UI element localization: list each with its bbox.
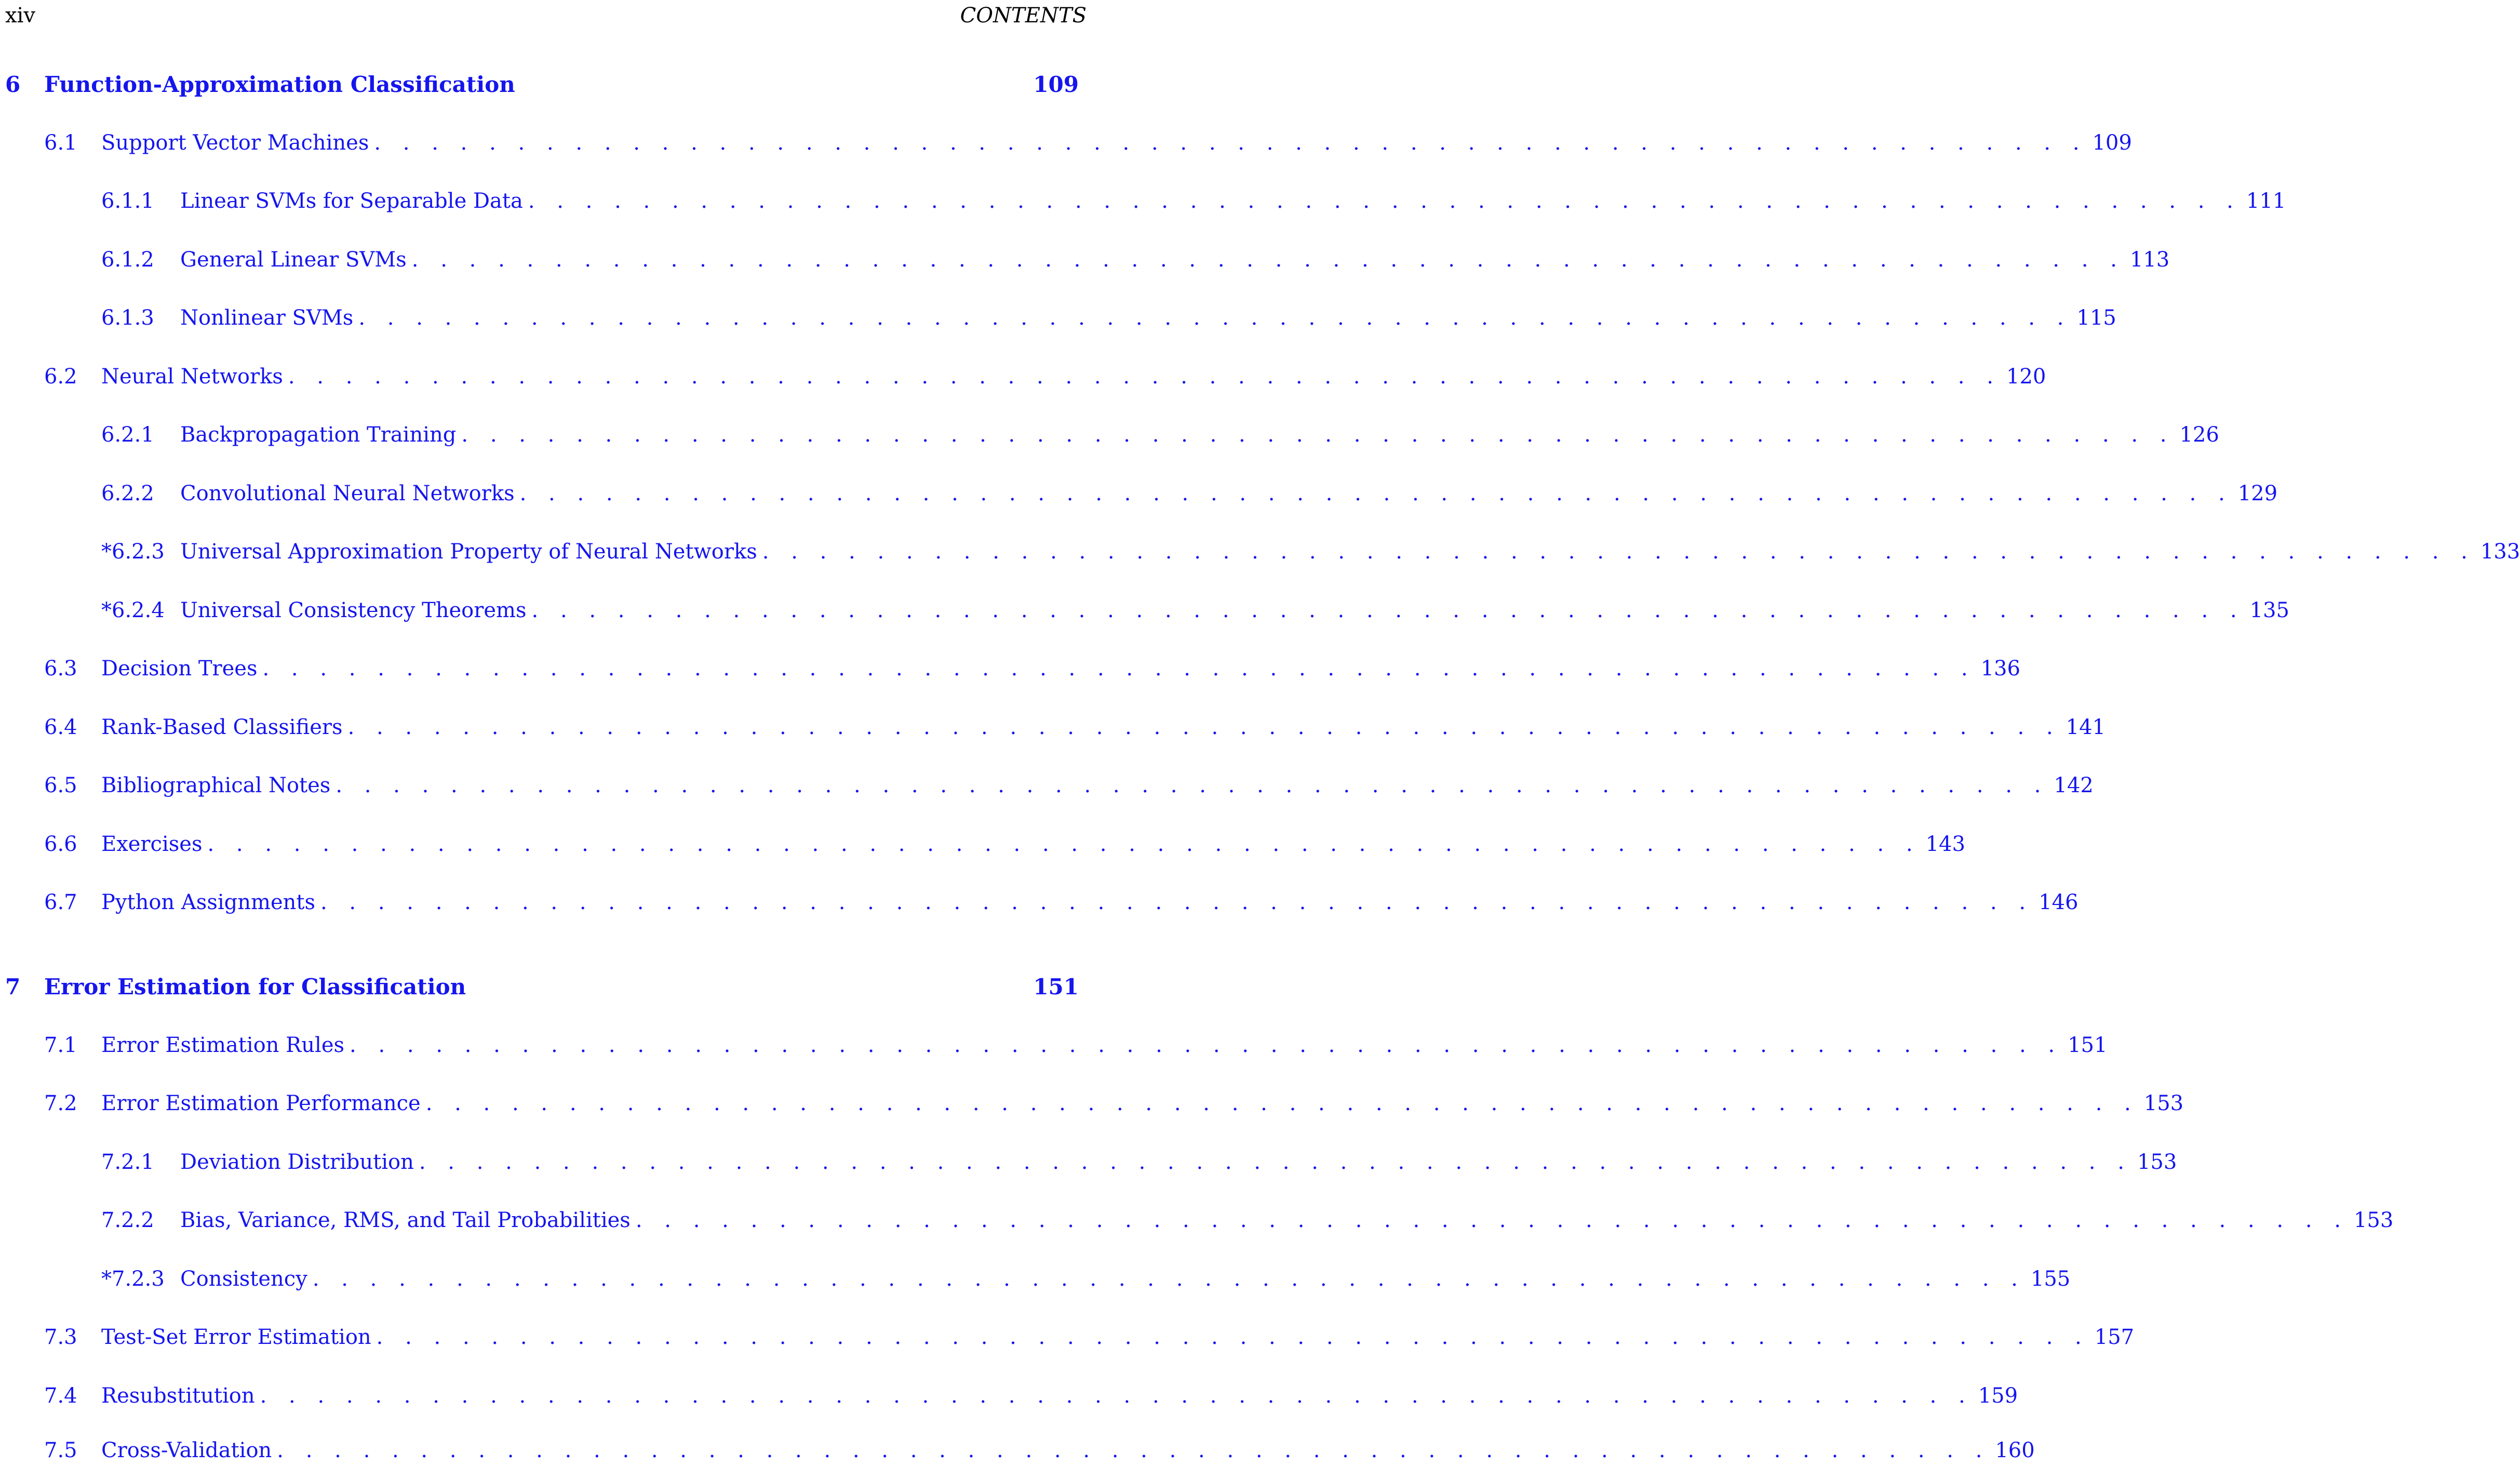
entry-title: Consistency	[180, 1267, 307, 1291]
entry-page: 153	[2143, 1091, 2184, 1115]
chapter-page: 109	[1033, 71, 1079, 97]
entry-page: 153	[2137, 1150, 2177, 1174]
entry-page: 146	[2039, 890, 2079, 914]
entry-title: Rank-Based Classifiers	[101, 715, 343, 739]
entry-number: 6.4	[44, 715, 77, 739]
dot-leader: . . . . . . . . . . . . . . . . . . . . . . . . . . . . . . . . . . . . . . . . . . . . . . . . . . . . . . . . . . . .	[461, 423, 2175, 447]
entry-page: 142	[2054, 774, 2094, 797]
toc-entry-6-1-1[interactable]	[0, 185, 2286, 217]
entry-number: 6.2	[44, 365, 77, 389]
toc-entry-6-3[interactable]	[0, 653, 2020, 684]
dot-leader: . . . . . . . . . . . . . . . . . . . . . . . . . . . . . . . . . . . . . . . . . . . . . . . . . . . . . . . . . . . .	[277, 1438, 1990, 1462]
dot-leader: . . . . . . . . . . . . . . . . . . . . . . . . . . . . . . . . . . . . . . . . . . . . . . . . . . . . . . . . . . . .	[358, 306, 2072, 330]
toc-entry-6-7[interactable]	[0, 887, 2079, 918]
dot-leader: . . . . . . . . . . . . . . . . . . . . . . . . . . . . . . . . . . . . . . . . . . . . . . . . . . . . . . . . . . . .	[320, 890, 2034, 914]
chapter-number: 6	[5, 71, 21, 97]
entry-number: 6.1.3	[101, 306, 154, 330]
entry-number: 6.1	[44, 131, 77, 155]
toc-entry-7-4[interactable]	[0, 1380, 2018, 1411]
entry-page: 151	[2068, 1033, 2108, 1057]
entry-page: 157	[2094, 1325, 2135, 1349]
entry-page: 111	[2246, 189, 2286, 213]
toc-entry-6-2-4[interactable]	[0, 595, 2289, 626]
entry-number: 6.1.2	[101, 248, 154, 272]
toc-entry-7-1[interactable]	[0, 1030, 2108, 1061]
toc-entry-6-1-2[interactable]	[0, 244, 2170, 275]
toc-entry-6-2[interactable]	[0, 361, 2046, 392]
entry-title: Error Estimation Performance	[101, 1091, 421, 1115]
dot-leader: . . . . . . . . . . . . . . . . . . . . . . . . . . . . . . . . . . . . . . . . . . . . . . . . . . . . . . . . . . . .	[419, 1150, 2132, 1174]
entry-page: 109	[2092, 131, 2132, 155]
entry-page: 153	[2353, 1208, 2394, 1232]
entry-number: 6.5	[44, 774, 77, 797]
entry-title: Resubstitution	[101, 1384, 255, 1408]
entry-title: Exercises	[101, 832, 203, 856]
toc-entry-7-2[interactable]	[0, 1088, 2184, 1119]
entry-page: 136	[1980, 657, 2020, 681]
entry-page: 115	[2076, 306, 2116, 330]
entry-title: General Linear SVMs	[180, 248, 407, 272]
entry-title: Universal Approximation Property of Neural Networks	[180, 540, 757, 564]
dot-leader: . . . . . . . . . . . . . . . . . . . . . . . . . . . . . . . . . . . . . . . . . . . . . . . . . . . . . . . . . . . .	[262, 657, 1976, 681]
toc-entry-7-3[interactable]	[0, 1322, 2135, 1353]
dot-leader: . . . . . . . . . . . . . . . . . . . . . . . . . . . . . . . . . . . . . . . . . . . . . . . . . . . . . . . . . . . .	[288, 365, 2001, 389]
dot-leader: . . . . . . . . . . . . . . . . . . . . . . . . . . . . . . . . . . . . . . . . . . . . . . . . . . . . . . . . . . . .	[376, 1325, 2089, 1349]
entry-number: 6.7	[44, 890, 77, 914]
entry-title: Cross-Validation	[101, 1438, 272, 1462]
toc-entry-6-1[interactable]	[0, 127, 2132, 158]
entry-page: 141	[2066, 715, 2106, 739]
toc-entry-6-2-1[interactable]	[0, 419, 2219, 450]
entry-page: 159	[1978, 1384, 2018, 1408]
entry-page: 120	[2006, 365, 2046, 389]
dot-leader: . . . . . . . . . . . . . . . . . . . . . . . . . . . . . . . . . . . . . . . . . . . . . . . . . . . . . . . . . . . .	[425, 1091, 2139, 1115]
entry-page: 126	[2179, 423, 2219, 447]
entry-number: 7.2.2	[101, 1208, 154, 1232]
dot-leader: . . . . . . . . . . . . . . . . . . . . . . . . . . . . . . . . . . . . . . . . . . . . . . . . . . . . . . . . . . . .	[635, 1208, 2349, 1232]
entry-number: 6.2.2	[101, 482, 154, 505]
toc-entry-6-2-2[interactable]	[0, 478, 2278, 509]
dot-leader: . . . . . . . . . . . . . . . . . . . . . . . . . . . . . . . . . . . . . . . . . . . . . . . . . . . . . . . . . . . .	[207, 832, 1921, 856]
entry-number: *6.2.4	[101, 598, 165, 622]
entry-title: Linear SVMs for Separable Data	[180, 189, 523, 213]
entry-number: 6.2.1	[101, 423, 154, 447]
entry-title: Decision Trees	[101, 657, 258, 681]
dot-leader: . . . . . . . . . . . . . . . . . . . . . . . . . . . . . . . . . . . . . . . . . . . . . . . . . . . . . . . . . . . .	[336, 774, 2049, 797]
dot-leader: . . . . . . . . . . . . . . . . . . . . . . . . . . . . . . . . . . . . . . . . . . . . . . . . . . . . . . . . . . . .	[411, 248, 2125, 272]
entry-number: 7.1	[44, 1033, 77, 1057]
running-head	[5, 0, 1087, 31]
page-number: xiv	[5, 4, 35, 28]
entry-page: 143	[1925, 832, 1965, 856]
entry-number: *7.2.3	[101, 1267, 165, 1291]
entry-title: Test-Set Error Estimation	[101, 1325, 371, 1349]
dot-leader: . . . . . . . . . . . . . . . . . . . . . . . . . . . . . . . . . . . . . . . . . . . . . . . . . . . . . . . . . . . .	[350, 1033, 2063, 1057]
toc-entry-6-5[interactable]	[0, 770, 2094, 801]
chapter-title: Function-Approximation Classification	[44, 71, 515, 97]
chapter-title: Error Estimation for Classification	[44, 974, 466, 999]
running-head-title: CONTENTS	[960, 4, 1087, 28]
entry-title: Bibliographical Notes	[101, 774, 331, 797]
chapter-number: 7	[5, 974, 21, 999]
entry-title: Support Vector Machines	[101, 131, 369, 155]
entry-title: Backpropagation Training	[180, 423, 457, 447]
toc-chapter-6[interactable]	[5, 69, 1079, 100]
dot-leader: . . . . . . . . . . . . . . . . . . . . . . . . . . . . . . . . . . . . . . . . . . . . . . . . . . . . . . . . . . . .	[312, 1267, 2026, 1291]
entry-page: 155	[2030, 1267, 2071, 1291]
entry-page: 113	[2129, 248, 2170, 272]
entry-title: Neural Networks	[101, 365, 283, 389]
dot-leader: . . . . . . . . . . . . . . . . . . . . . . . . . . . . . . . . . . . . . . . . . . . . . . . . . . . . . . . . . . . .	[528, 189, 2241, 213]
entry-title: Convolutional Neural Networks	[180, 482, 515, 505]
dot-leader: . . . . . . . . . . . . . . . . . . . . . . . . . . . . . . . . . . . . . . . . . . . . . . . . . . . . . . . . . . . .	[519, 482, 2233, 505]
dot-leader: . . . . . . . . . . . . . . . . . . . . . . . . . . . . . . . . . . . . . . . . . . . . . . . . . . . . . . . . . . . .	[347, 715, 2061, 739]
chapter-page: 151	[1033, 974, 1079, 999]
toc-entry-7-5[interactable]	[0, 1435, 2035, 1466]
toc-entry-6-2-3[interactable]	[0, 536, 2520, 567]
entry-page: 160	[1995, 1438, 2035, 1462]
toc-entry-6-1-3[interactable]	[0, 302, 2116, 334]
toc-entry-6-6[interactable]	[0, 829, 1965, 860]
entry-title: Deviation Distribution	[180, 1150, 414, 1174]
entry-page: 135	[2249, 598, 2289, 622]
dot-leader: . . . . . . . . . . . . . . . . . . . . . . . . . . . . . . . . . . . . . . . . . . . . . . . . . . . . . . . . . . . .	[260, 1384, 1973, 1408]
dot-leader: . . . . . . . . . . . . . . . . . . . . . . . . . . . . . . . . . . . . . . . . . . . . . . . . . . . . . . . . . . . .	[531, 598, 2245, 622]
entry-title: Error Estimation Rules	[101, 1033, 345, 1057]
entry-number: *6.2.3	[101, 540, 165, 564]
entry-page: 129	[2237, 482, 2278, 505]
entry-title: Universal Consistency Theorems	[180, 598, 527, 622]
entry-title: Bias, Variance, RMS, and Tail Probabilities	[180, 1208, 631, 1232]
entry-title: Python Assignments	[101, 890, 315, 914]
entry-page: 133	[2480, 540, 2520, 564]
toc-entry-7-2-3[interactable]	[0, 1263, 2071, 1295]
toc-entry-7-2-2[interactable]	[0, 1205, 2394, 1236]
entry-number: 6.6	[44, 832, 77, 856]
entry-number: 7.2	[44, 1091, 77, 1115]
entry-title: Nonlinear SVMs	[180, 306, 354, 330]
entry-number: 7.4	[44, 1384, 77, 1408]
toc-entry-6-4[interactable]	[0, 712, 2106, 743]
entry-number: 7.5	[44, 1438, 77, 1462]
toc-entry-7-2-1[interactable]	[0, 1147, 2177, 1178]
entry-number: 7.2.1	[101, 1150, 154, 1174]
dot-leader: . . . . . . . . . . . . . . . . . . . . . . . . . . . . . . . . . . . . . . . . . . . . . . . . . . . . . . . . . . . .	[762, 540, 2475, 564]
entry-number: 6.1.1	[101, 189, 154, 213]
dot-leader: . . . . . . . . . . . . . . . . . . . . . . . . . . . . . . . . . . . . . . . . . . . . . . . . . . . . . . . . . . . .	[374, 131, 2087, 155]
toc-chapter-7[interactable]	[5, 971, 1079, 1002]
entry-number: 6.3	[44, 657, 77, 681]
entry-number: 7.3	[44, 1325, 77, 1349]
